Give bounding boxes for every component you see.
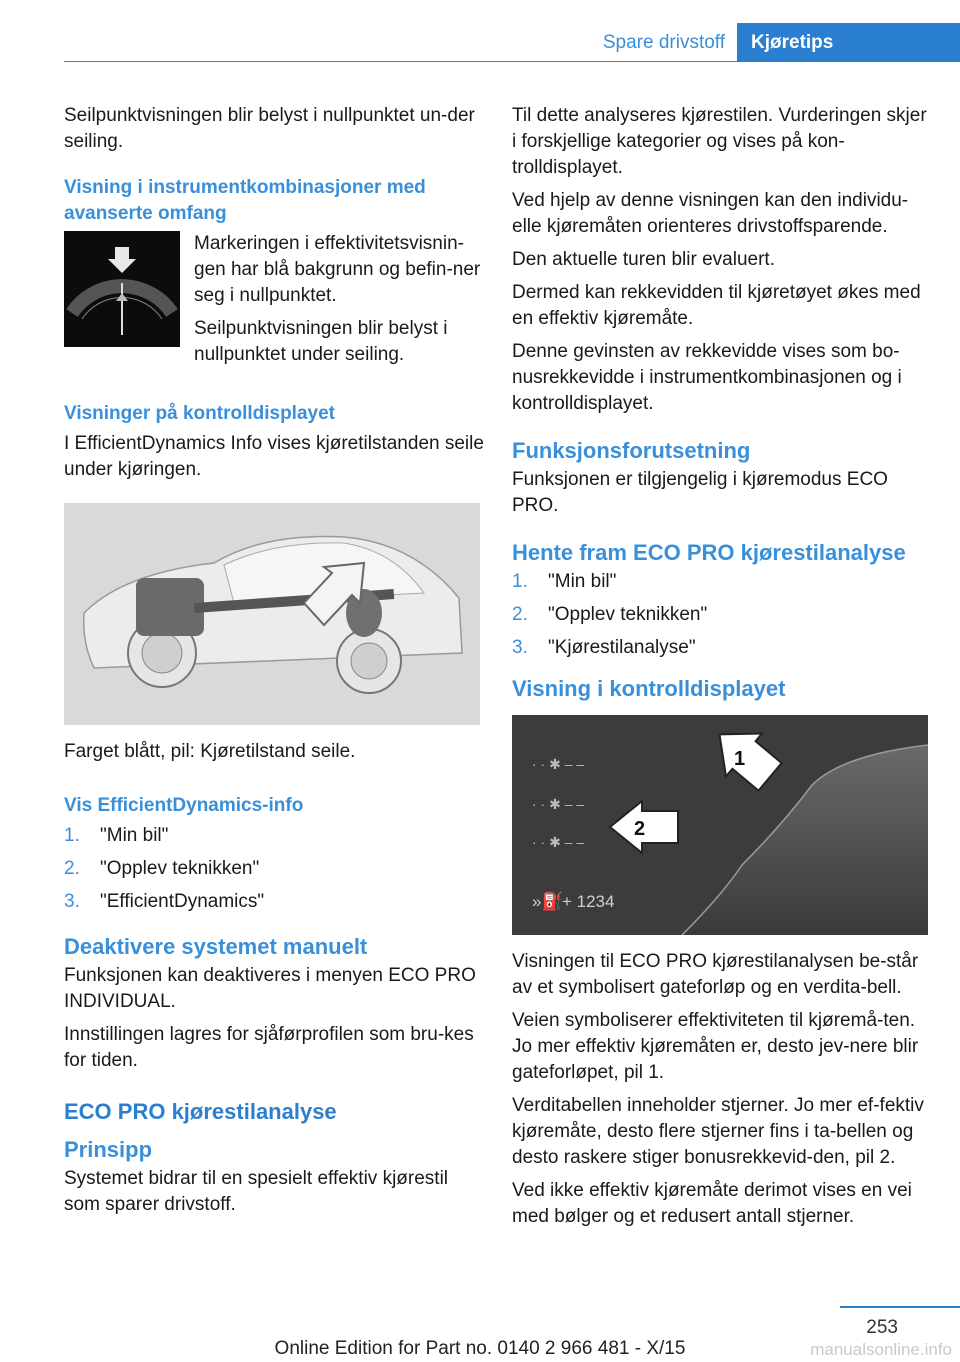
paragraph: Ved ikke effektiv kjøremåte derimot vises en vei med bølger og et redusert antall stjerner. xyxy=(512,1180,912,1227)
list-item: 3. "Kjørestilanalyse" xyxy=(512,637,696,658)
left-column xyxy=(64,103,484,1225)
paragraph: Seilpunktvisningen blir belyst i nullpunktet under seiling. xyxy=(194,318,448,365)
arrow-1-label: 1 xyxy=(734,748,746,770)
list-item: 1. "Min bil" xyxy=(512,571,617,592)
list-item: 2. "Opplev teknikken" xyxy=(64,858,260,879)
header-tab: Kjøretips xyxy=(737,23,960,62)
bonus-range-value: + 1234 xyxy=(562,892,615,911)
figure-caption: Farget blått, pil: Kjøretilstand seile. xyxy=(64,741,356,762)
heading-deaktivere: Deaktivere systemet manuelt xyxy=(64,934,368,959)
list-item: 3. "EfficientDynamics" xyxy=(64,891,265,912)
paragraph: I EfficientDynamics Info vises kjøretilstanden seile under kjøringen. xyxy=(64,433,484,480)
paragraph: Verditabellen inneholder stjerner. Jo mer ef-fektiv kjøremåte, desto flere stjerner fins i ta-bellen og desto raskere stiger bonusrekkevid-den, pil 2. xyxy=(512,1095,924,1168)
paragraph: Til dette analyseres kjørestilen. Vurderingen skjer i forskjellige kategorier og vises på kon-trolldisplayet. xyxy=(512,105,927,178)
paragraph: Innstillingen lagres for sjåførprofilen som bru-kes for tiden. xyxy=(64,1024,474,1071)
steps-list-hente xyxy=(512,569,932,661)
heading-prinsipp: Prinsipp xyxy=(64,1137,153,1162)
svg-text:»⛽: »⛽ xyxy=(532,892,563,911)
page-number: 253 xyxy=(866,1317,898,1338)
right-column xyxy=(512,103,932,1237)
paragraph: Visningen til ECO PRO kjørestilanalysen be-står av et symbolisert gateforløp og en verdita-bell. xyxy=(512,951,919,998)
heading-instrument: Visning i instrumentkombinasjoner med avanserte omfang xyxy=(64,177,426,224)
eco-pro-analysis-display-image xyxy=(512,715,928,935)
svg-text:· · ✱ ‒ ‒: · · ✱ ‒ ‒ xyxy=(532,796,585,812)
paragraph: Dermed kan rekkevidden til kjøretøyet økes med en effektiv kjøremåte. xyxy=(512,282,921,329)
paragraph: Veien symboliserer effektiviteten til kjøremå-ten. Jo mer effektiv kjøremåten er, desto jev-nere blir gateforløpet, pil 1. xyxy=(512,1010,919,1083)
header-rule xyxy=(64,61,960,62)
heading-eco-pro: ECO PRO kjørestilanalyse xyxy=(64,1099,337,1124)
efficiency-gauge-image xyxy=(64,231,180,347)
paragraph: Systemet bidrar til en spesielt effektiv kjørestil som sparer drivstoff. xyxy=(64,1168,449,1215)
steps-list-vis xyxy=(64,823,484,915)
paragraph: Den aktuelle turen blir evaluert. xyxy=(512,249,775,270)
heading-vis: Vis EfficientDynamics-info xyxy=(64,795,304,816)
paragraph: Funksjonen er tilgjengelig i kjøremodus ECO PRO. xyxy=(512,469,888,516)
watermark: manualsonline.info xyxy=(810,1340,952,1359)
list-item: 2. "Opplev teknikken" xyxy=(512,604,708,625)
arrow-2-label: 2 xyxy=(634,818,646,840)
paragraph: Markeringen i effektivitetsvisnin-gen har blå bakgrunn og befin-ner seg i nullpunktet. xyxy=(194,233,481,306)
svg-text:· · ✱ ‒ ‒: · · ✱ ‒ ‒ xyxy=(532,834,585,850)
heading-hente: Hente fram ECO PRO kjørestilanalyse xyxy=(512,540,906,565)
footer-edition: Online Edition for Part no. 0140 2 966 481 - X/15 xyxy=(274,1338,686,1359)
car-drivetrain-image xyxy=(64,503,480,725)
header-section: Spare drivstoff xyxy=(602,32,725,53)
svg-text:· · ✱ ‒ ‒: · · ✱ ‒ ‒ xyxy=(532,756,585,772)
paragraph: Funksjonen kan deaktiveres i menyen ECO PRO INDIVIDUAL. xyxy=(64,965,476,1012)
paragraph: Seilpunktvisningen blir belyst i nullpunktet un-der seiling. xyxy=(64,105,475,152)
footer-rule xyxy=(840,1306,960,1308)
paragraph: Ved hjelp av denne visningen kan den individu-elle kjøremåten orienteres drivstoffsparende. xyxy=(512,190,909,237)
paragraph: Denne gevinsten av rekkevidde vises som bo-nusrekkevidde i instrumentkombinasjonen og i kontrolldisplayet. xyxy=(512,341,902,414)
heading-visning: Visning i kontrolldisplayet xyxy=(512,676,786,701)
heading-kontroll: Visninger på kontrolldisplayet xyxy=(64,403,335,424)
heading-funksjon: Funksjonsforutsetning xyxy=(512,438,751,463)
list-item: 1. "Min bil" xyxy=(64,825,169,846)
